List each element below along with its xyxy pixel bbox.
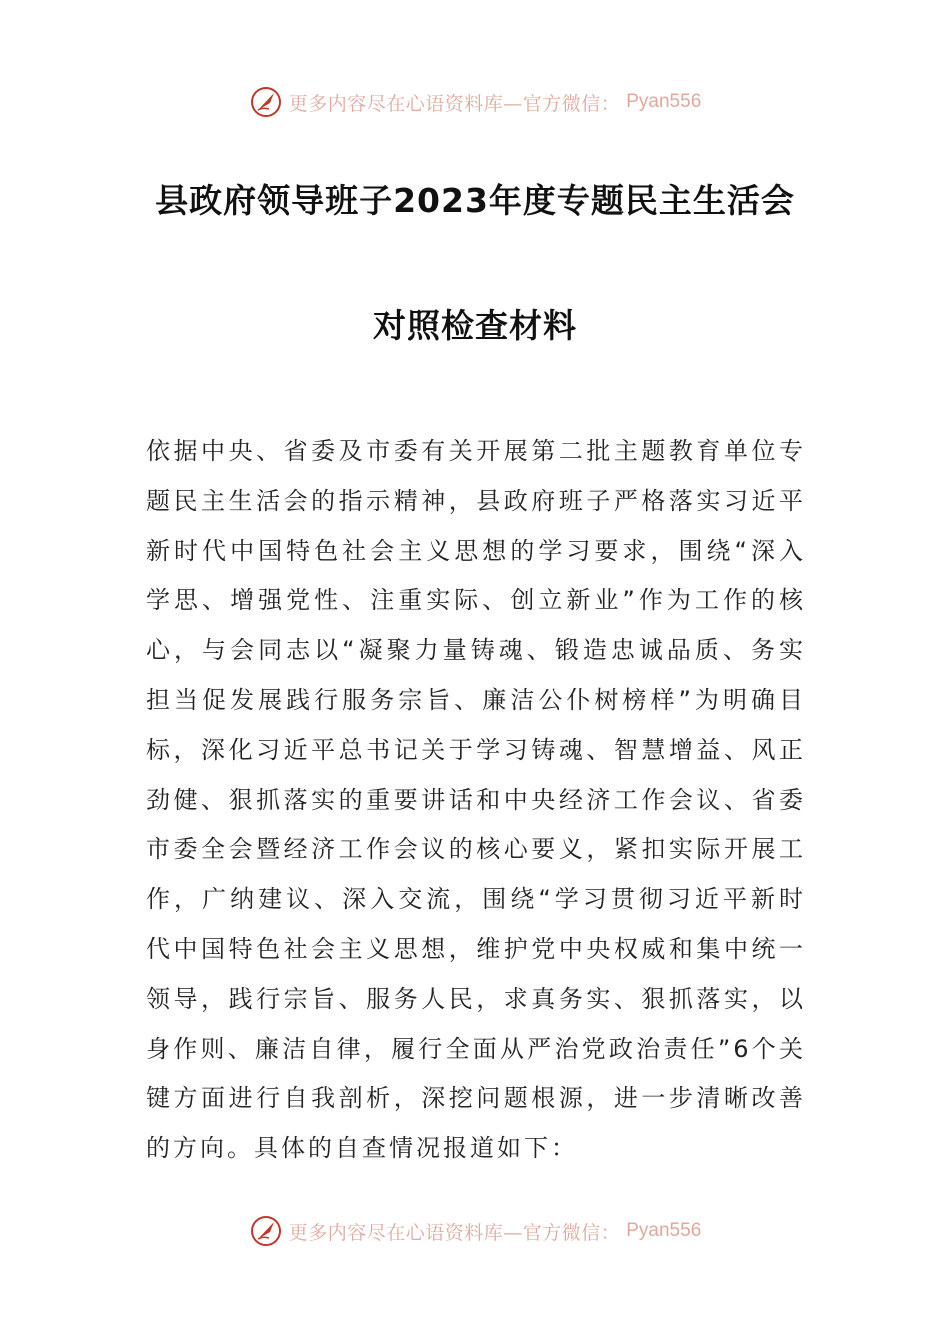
document-body-paragraph: 依据中央、省委及市委有关开展第二批主题教育单位专题民主生活会的指示精神，县政府班子严格落实习近平新时代中国特色社会主义思想的学习要求，围绕“深入学思、增强党性、注重实际、创立新业”作为工作的核心，与会同志以“凝聚力量铸魂、锻造忠诚品质、务实担当促发展践行服务宗旨、廉洁公仆树榜样”为明确目标，深化习近平总书记关于学习铸魂、智慧增益、风正劲健、狠抓落实的重要讲话和中央经济工作会议、省委市委全会暨经济工作会议的核心要义，紧扣实际开展工作，广纳建议、深入交流，围绕“学习贯彻习近平新时代中国特色社会主义思想，维护党中央权威和集中统一领导，践行宗旨、服务人民，求真务实、狠抓落实，以身作则、廉洁自律，履行全面从严治党政治责任”6个关键方面进行自我剖析，深挖问题根源，进一步清晰改善的方向。具体的自查情况报道如下： bbox=[146, 437, 806, 1163]
watermark-wechat-id: Pyan556 bbox=[626, 1220, 702, 1241]
watermark-text: 更多内容尽在心语资料库—官方微信： bbox=[288, 92, 621, 115]
document-title-line-2: 对照检查材料 bbox=[373, 306, 577, 345]
document-title-line-1: 县政府领导班子2023年度专题民主生活会 bbox=[155, 181, 795, 220]
watermark-wechat-id: Pyan556 bbox=[626, 91, 702, 112]
quill-pen-logo-icon bbox=[249, 85, 283, 119]
watermark-text: 更多内容尽在心语资料库—官方微信： bbox=[288, 1221, 621, 1244]
quill-pen-logo-icon bbox=[249, 1214, 283, 1248]
footer-watermark bbox=[0, 1211, 950, 1251]
header-watermark bbox=[0, 82, 950, 122]
